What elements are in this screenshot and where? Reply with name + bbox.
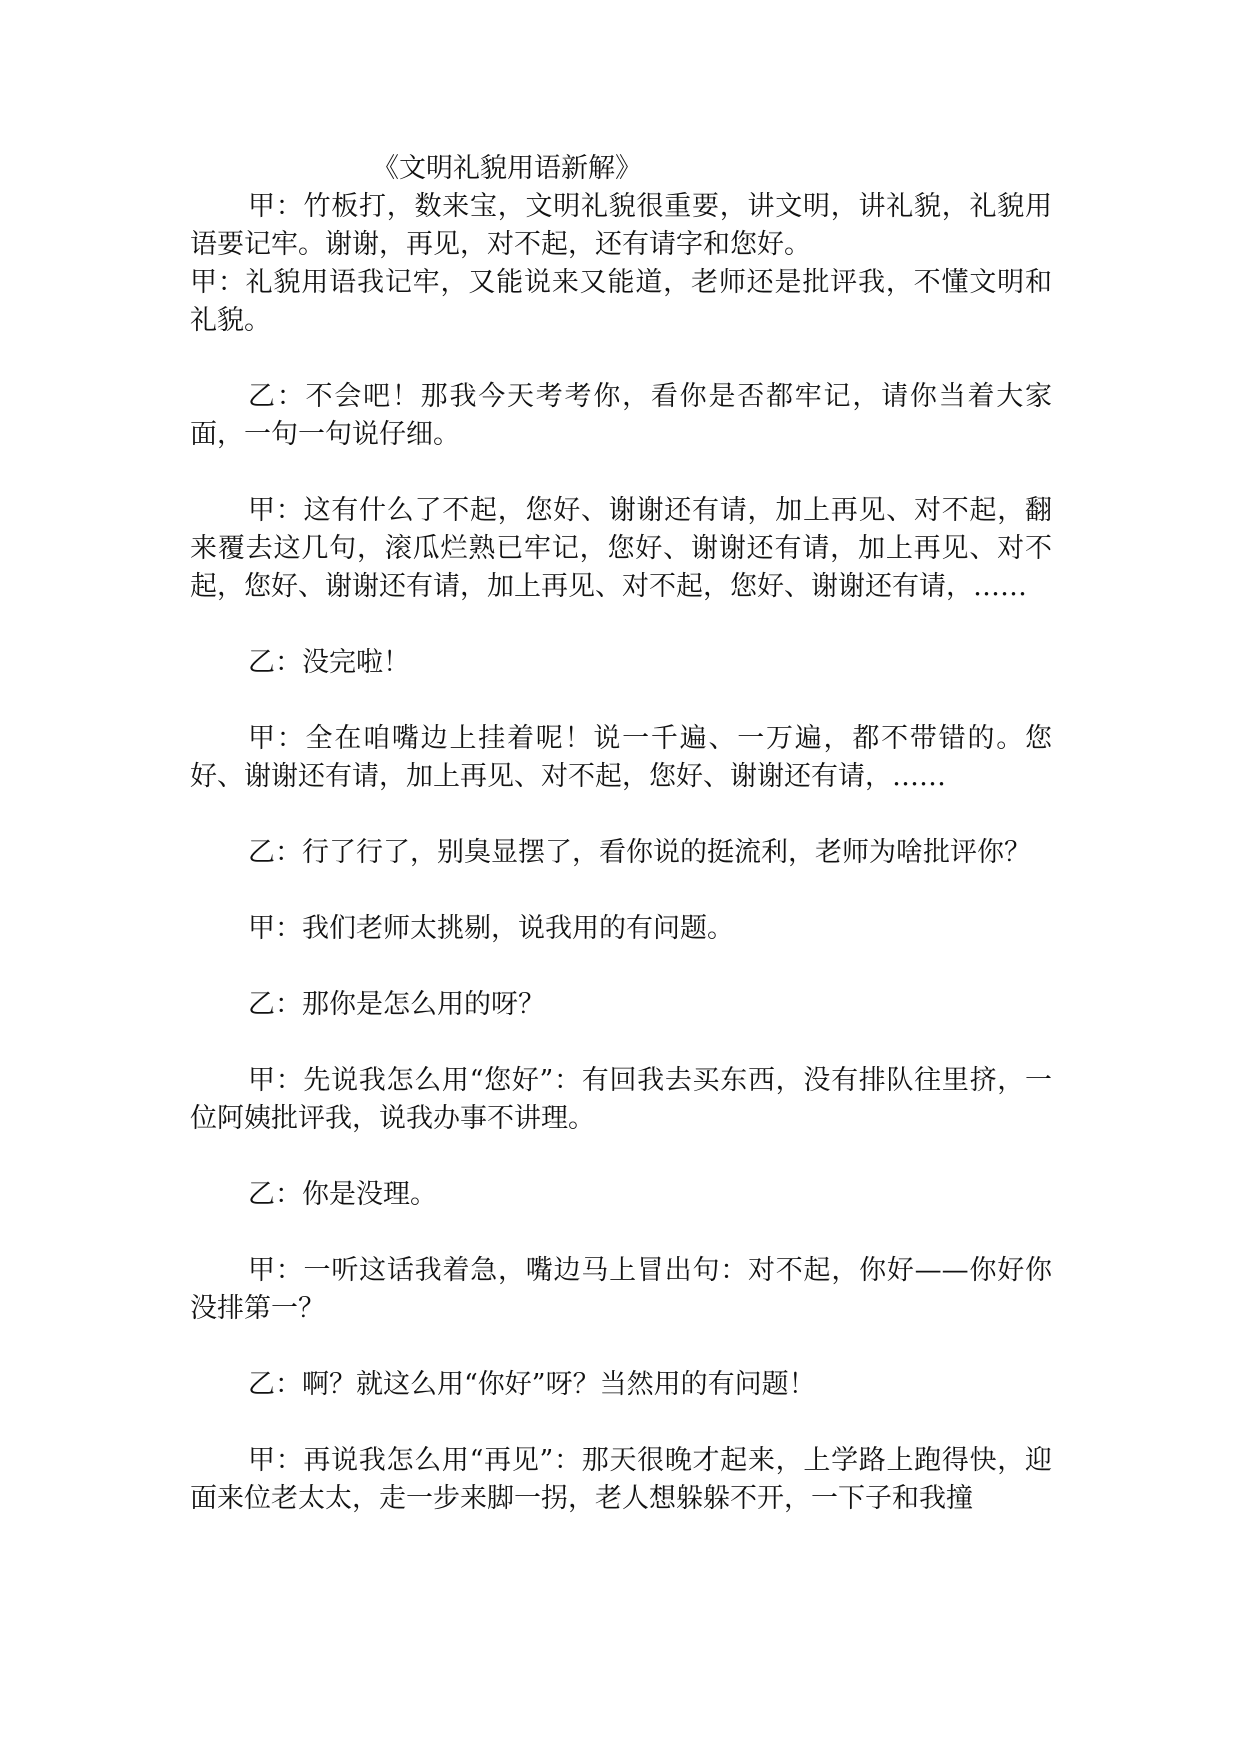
dialogue-line: 甲：先说我怎么用“您好”：有回我去买东西，没有排队往里挤，一位阿姨批评我，说我办事不讲理。 bbox=[190, 1065, 1052, 1134]
dialogue-line: 乙：你是没理。 bbox=[248, 1179, 437, 1210]
dialogue-line: 乙：行了行了，别臭显摆了，看你说的挺流利，老师为啥批评你？ bbox=[248, 837, 1031, 868]
dialogue-line: 甲：再说我怎么用“再见”：那天很晚才起来，上学路上跑得快，迎面来位老太太，走一步来脚一拐，老人想躲躲不开，一下子和我撞 bbox=[190, 1445, 1052, 1514]
dialogue-line: 甲：礼貌用语我记牢，又能说来又能道，老师还是批评我，不懂文明和礼貌。 bbox=[190, 267, 1052, 336]
dialogue-line: 乙：没完啦！ bbox=[248, 647, 410, 678]
dialogue-line: 甲：全在咱嘴边上挂着呢！说一千遍、一万遍，都不带错的。您好、谢谢还有请，加上再见、对不起，您好、谢谢还有请，…… bbox=[190, 723, 1052, 792]
dialogue-line: 甲：这有什么了不起，您好、谢谢还有请，加上再见、对不起，翻来覆去这几句，滚瓜烂熟已牢记，您好、谢谢还有请，加上再见、对不起，您好、谢谢还有请，加上再见、对不起，您好、谢谢还有请，…… bbox=[190, 495, 1052, 602]
dialogue-line: 甲：一听这话我着急，嘴边马上冒出句：对不起，你好——你好你没排第一？ bbox=[190, 1255, 1052, 1324]
document-title: 《文明礼貌用语新解》 bbox=[372, 153, 642, 184]
dialogue-line: 甲：我们老师太挑剔，说我用的有问题。 bbox=[248, 913, 734, 944]
dialogue-line: 乙：啊？就这么用“你好”呀？当然用的有问题！ bbox=[248, 1369, 816, 1400]
document-body bbox=[190, 150, 1052, 1518]
dialogue-line: 甲：竹板打，数来宝，文明礼貌很重要，讲文明，讲礼貌，礼貌用语要记牢。谢谢，再见，对不起，还有请字和您好。 bbox=[190, 191, 1052, 260]
dialogue-line: 乙：那你是怎么用的呀？ bbox=[248, 989, 545, 1020]
dialogue-line: 乙：不会吧！那我今天考考你，看你是否都牢记，请你当着大家面，一句一句说仔细。 bbox=[190, 381, 1052, 450]
